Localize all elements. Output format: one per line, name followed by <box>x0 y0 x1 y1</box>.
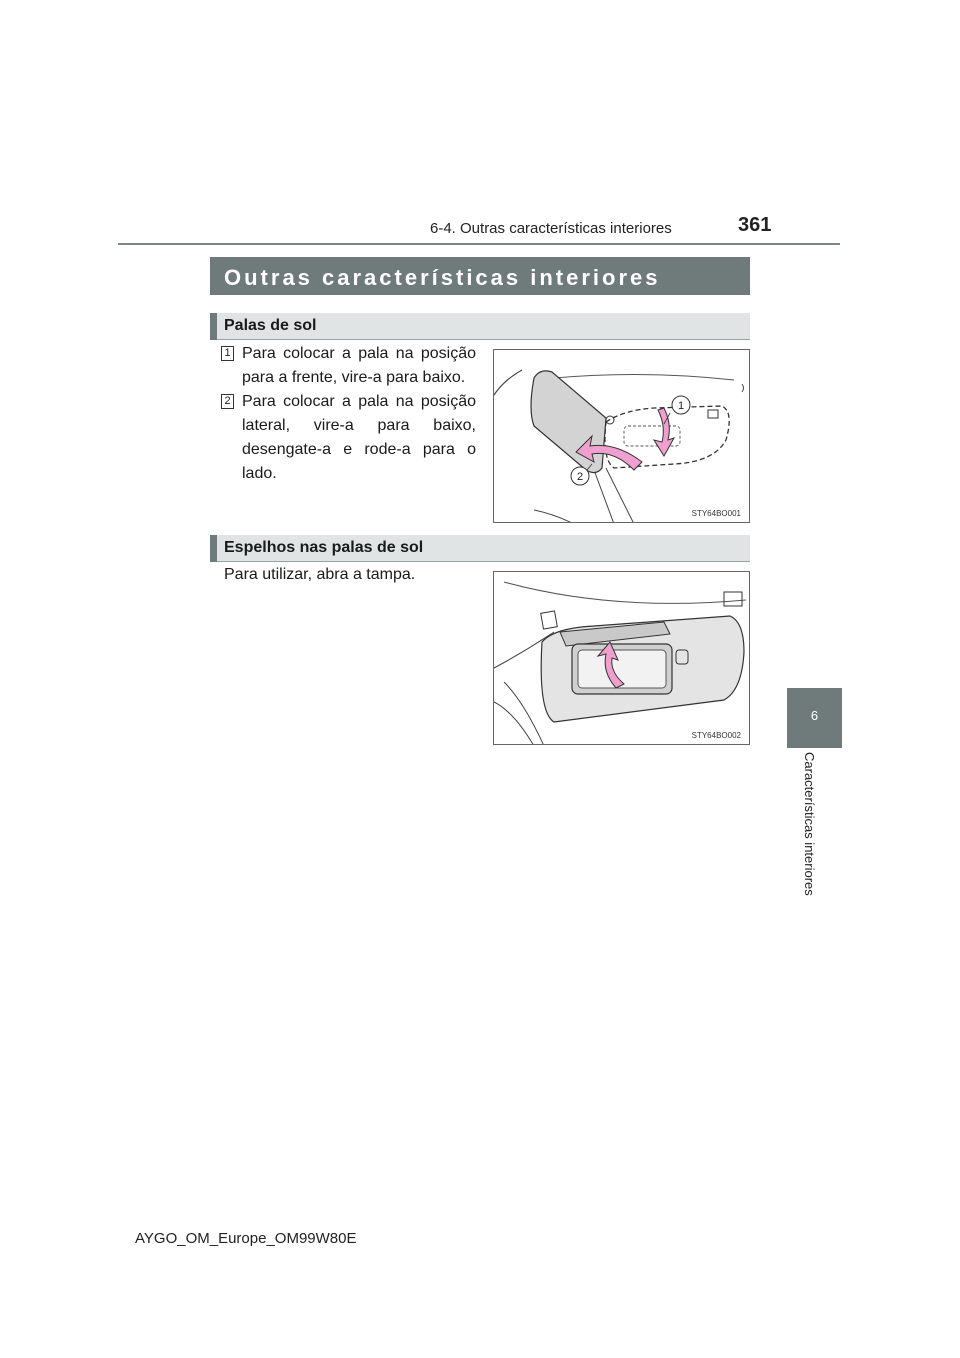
sun-visor-illustration <box>494 350 750 523</box>
header-section-title: 6-4. Outras características interiores <box>430 220 672 237</box>
callout-2-label: 2 <box>576 471 584 483</box>
page-number: 361 <box>738 214 772 236</box>
section-heading-marker <box>210 313 217 340</box>
page-title: Outras características interiores <box>224 265 661 290</box>
section-heading-espelhos: Espelhos nas palas de sol <box>224 539 424 556</box>
step-number-2: 2 <box>221 394 234 409</box>
step-number-1: 1 <box>221 346 234 361</box>
figure-code-1: STY64BO001 <box>691 509 741 518</box>
chapter-label: Características interiores <box>802 752 817 896</box>
header-rule <box>118 243 840 245</box>
figure-vanity-mirror <box>493 571 750 745</box>
step-text-2: Para colocar a pala na posição lateral, vire-a para baixo, desengate-a e rode-a para o lado. <box>242 393 476 482</box>
figure-code-2: STY64BO002 <box>691 731 741 740</box>
section-heading-marker <box>210 535 217 562</box>
section-heading-palas: Palas de sol <box>224 317 317 334</box>
vanity-mirror-illustration <box>494 572 750 745</box>
callout-1-label: 1 <box>677 400 685 412</box>
figure-sun-visor <box>493 349 750 523</box>
chapter-number: 6 <box>810 708 819 723</box>
step-text-1: Para colocar a pala na posição para a frente, vire-a para baixo. <box>242 345 476 386</box>
footer-doc-code: AYGO_OM_Europe_OM99W80E <box>135 1230 357 1247</box>
mirror-instruction-text: Para utilizar, abra a tampa. <box>224 566 416 583</box>
